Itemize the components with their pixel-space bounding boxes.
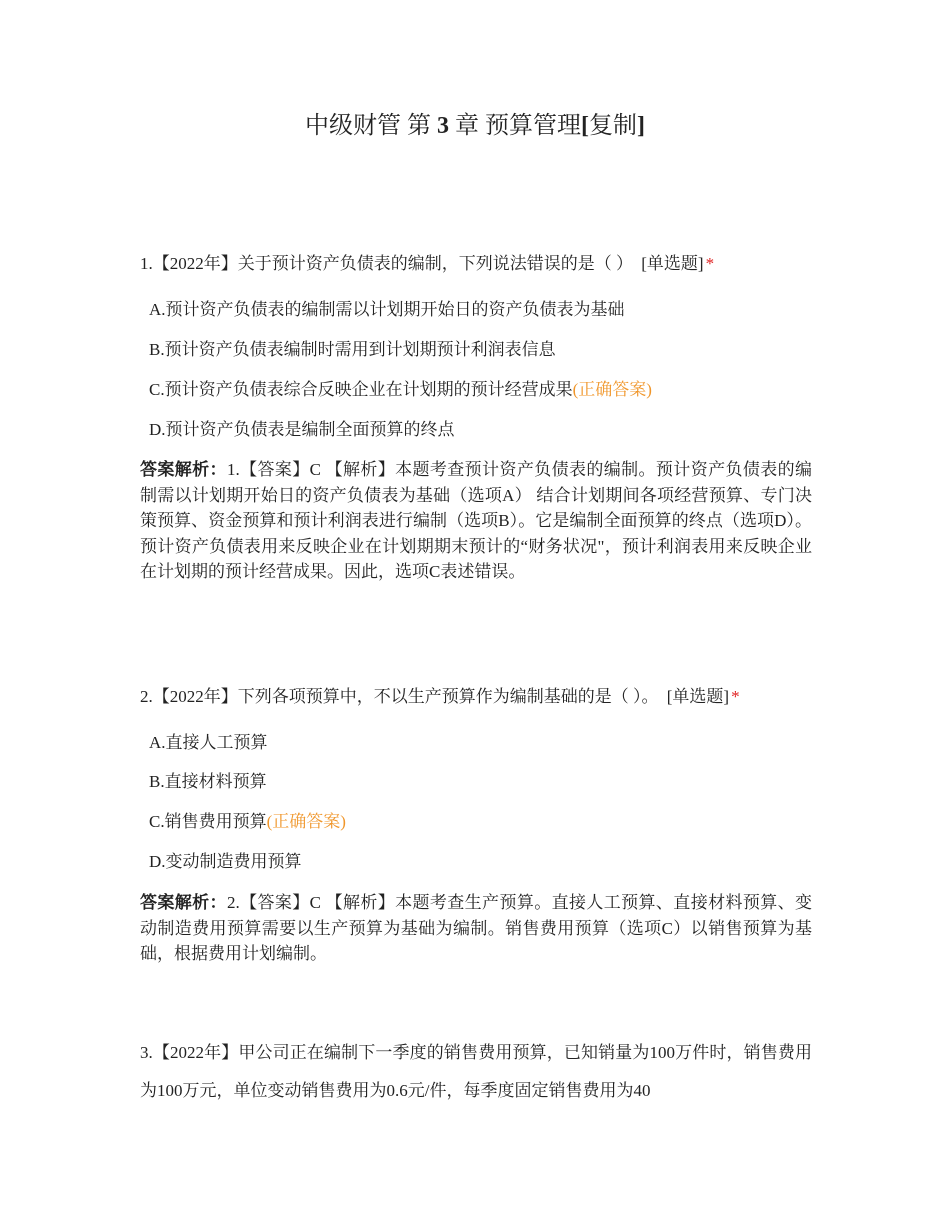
title-chapter-number: 3 [437, 113, 449, 139]
title-bracket-open: [ [581, 113, 589, 139]
option-label: C.预计资产负债表综合反映企业在计划期的预计经营成果 [149, 380, 573, 399]
question-2-stem [140, 685, 820, 709]
question-1-option-a[interactable] [149, 298, 625, 322]
option-label: A.预计资产负债表的编制需以计划期开始日的资产负债表为基础 [149, 300, 625, 319]
title-bracket-close: ] [637, 113, 645, 139]
question-2-option-d[interactable] [149, 850, 302, 874]
analysis-text: 1.【答案】C 【解析】本题考查预计资产负债表的编制。预计资产负债表的编制需以计划期开始日的资产负债表为基础（选项A） 结合计划期间各项经营预算、专门决策预算、资金预算和预计利润表进行编制（选项B）。它是编制全面预算的终点（选项D）。预计资产负债表用来反映企业在计划期期末预计的“财务状况"，预计利润表用来反映企业在计划期的预计经营成果。因此，选项C表述错误。 [140, 460, 813, 581]
question-1-option-b[interactable] [149, 338, 556, 362]
question-2-option-b[interactable] [149, 770, 267, 794]
question-1-text: 1.【2022年】关于预计资产负债表的编制，下列说法错误的是（ ） [140, 254, 633, 273]
question-1-stem [140, 252, 820, 276]
option-label: D.变动制造费用预算 [149, 852, 302, 871]
question-3-stem [140, 1034, 812, 1110]
question-1-option-c[interactable] [149, 378, 652, 402]
question-2-analysis [140, 890, 812, 967]
analysis-text: 2.【答案】C 【解析】本题考查生产预算。直接人工预算、直接材料预算、变动制造费用预算需要以生产预算为基础为编制。销售费用预算（选项C）以销售预算为基础，根据费用计划编制。 [140, 893, 813, 963]
question-1-type: [单选题] [641, 254, 704, 273]
title-copy-tag: 复制 [589, 113, 637, 139]
page-title [0, 110, 950, 142]
question-3-text: 3.【2022年】甲公司正在编制下一季度的销售费用预算，已知销量为100万件时，销售费用为100万元，单位变动销售费用为0.6元/件，每季度固定销售费用为40 [140, 1043, 812, 1100]
question-1-option-d[interactable] [149, 418, 455, 442]
required-marker: * [705, 254, 715, 273]
title-prefix: 中级财管 第 [305, 113, 431, 139]
question-1-analysis [140, 457, 812, 585]
question-2-text: 2.【2022年】下列各项预算中，不以生产预算作为编制基础的是（ ）。 [140, 687, 659, 706]
analysis-label: 答案解析： [140, 893, 227, 912]
title-chapter-name: 章 预算管理 [455, 113, 581, 139]
option-label: A.直接人工预算 [149, 733, 268, 752]
option-label: B.直接材料预算 [149, 772, 267, 791]
analysis-label: 答案解析： [140, 460, 227, 479]
required-marker: * [731, 687, 740, 706]
option-label: C.销售费用预算 [149, 812, 267, 831]
option-label: D.预计资产负债表是编制全面预算的终点 [149, 420, 455, 439]
question-2-option-c[interactable] [149, 810, 346, 834]
option-label: B.预计资产负债表编制时需用到计划期预计利润表信息 [149, 340, 556, 359]
question-2-option-a[interactable] [149, 731, 268, 755]
correct-answer-badge: (正确答案) [572, 380, 652, 399]
correct-answer-badge: (正确答案) [266, 812, 346, 831]
question-2-type: [单选题] [666, 687, 730, 706]
